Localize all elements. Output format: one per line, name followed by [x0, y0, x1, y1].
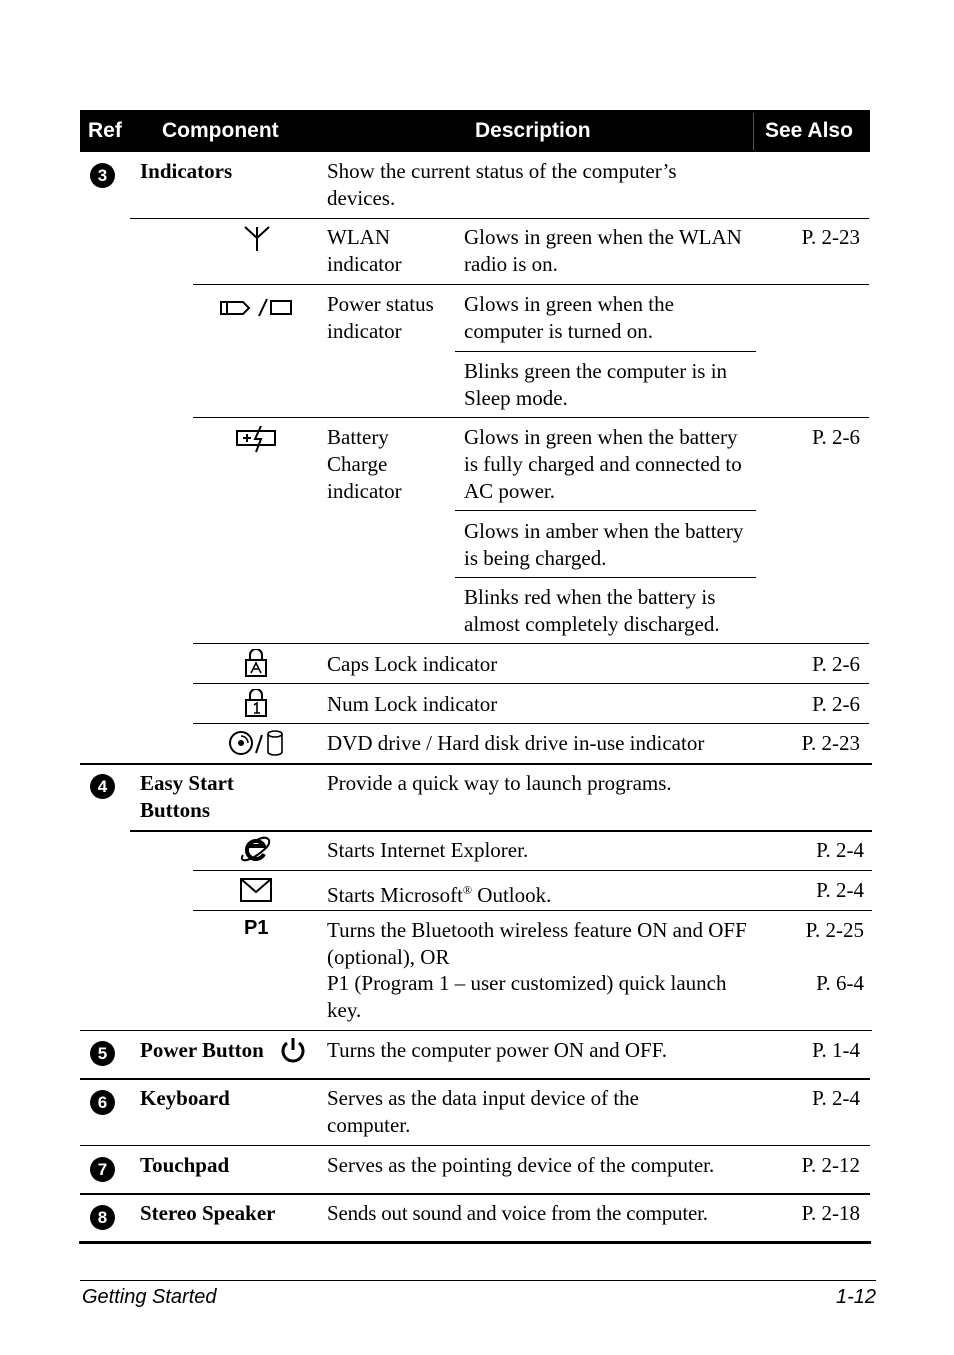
ref-badge-6: 6 [90, 1090, 115, 1115]
outlook-desc [327, 877, 757, 909]
power-status-icon [219, 296, 293, 320]
p1-see-also-2: P. 6-4 [816, 971, 864, 995]
row-divider [193, 910, 872, 911]
p1-desc-1: Turns the Bluetooth wireless feature ON and OFF (optional), OR [327, 918, 747, 969]
p1-desc-2: P1 (Program 1 – user customized) quick launch key. [327, 971, 727, 1022]
p1-see-also-1: P. 2-25 [805, 918, 864, 942]
keyboard-see-also: P. 2-4 [812, 1086, 860, 1110]
component-touchpad: Touchpad [140, 1153, 230, 1177]
power-button-see-also: P. 1-4 [812, 1038, 860, 1062]
row-divider [455, 577, 756, 578]
row-divider [80, 763, 872, 765]
header-component: Component [162, 119, 279, 142]
wlan-see-also: P. 2-23 [801, 225, 860, 249]
stereo-speaker-see-also: P. 2-18 [801, 1201, 860, 1225]
footer-page-number: 1-12 [835, 1286, 876, 1308]
description-easy-start: Provide a quick way to launch programs. [327, 771, 672, 795]
row-divider [193, 723, 869, 724]
row-divider [193, 284, 869, 285]
header-ref: Ref [88, 119, 122, 142]
row-divider [193, 870, 872, 871]
row-divider [80, 1145, 870, 1146]
wlan-antenna-icon [243, 224, 271, 252]
outlook-desc-pre: Starts Microsoft [327, 883, 463, 907]
row-divider [193, 643, 869, 644]
row-divider [80, 1078, 870, 1080]
ie-desc: Starts Internet Explorer. [327, 838, 529, 862]
outlook-see-also: P. 2-4 [816, 878, 864, 902]
header-divider [753, 113, 754, 150]
power-indicator-name: Power status indicator [327, 292, 434, 343]
num-lock-see-also: P. 2-6 [812, 692, 860, 716]
row-divider [80, 1193, 870, 1195]
caps-lock-icon [244, 649, 268, 677]
battery-indicator-desc-1: Glows in green when the battery is fully charged and connected to AC power. [464, 425, 742, 503]
header-see-also: See Also [765, 119, 853, 142]
dvd-hdd-see-also: P. 2-23 [801, 731, 860, 755]
ref-badge-8: 8 [90, 1205, 115, 1230]
battery-indicator-desc-3: Blinks red when the battery is almost completely discharged. [464, 585, 720, 636]
description-power-button: Turns the computer power ON and OFF. [327, 1038, 667, 1062]
p1-key-label: P1 [244, 917, 269, 939]
dvd-hdd-desc: DVD drive / Hard disk drive in-use indicator [327, 731, 705, 755]
power-indicator-desc-2: Blinks green the computer is in Sleep mode. [464, 359, 728, 410]
footer-rule [80, 1280, 876, 1281]
table-bottom-rule [79, 1241, 871, 1244]
row-divider [130, 218, 869, 219]
table-header [80, 110, 870, 152]
description-stereo-speaker: Sends out sound and voice from the computer. [327, 1201, 708, 1225]
row-divider [80, 1030, 872, 1031]
ie-see-also: P. 2-4 [816, 838, 864, 862]
battery-indicator-desc-2: Glows in amber when the battery is being charged. [464, 519, 744, 570]
component-power-button: Power Button [140, 1038, 264, 1062]
row-divider [455, 351, 756, 352]
component-keyboard: Keyboard [140, 1086, 230, 1110]
row-divider [193, 417, 869, 418]
ref-badge-5: 5 [90, 1041, 115, 1066]
description-indicators: Show the current status of the computer’s devices. [327, 159, 677, 210]
caps-lock-desc: Caps Lock indicator [327, 652, 498, 676]
footer-chapter-title: Getting Started [82, 1286, 217, 1308]
dvd-hdd-icon [228, 729, 286, 757]
num-lock-icon [244, 689, 268, 717]
touchpad-see-also: P. 2-12 [801, 1153, 860, 1177]
component-easy-start: Easy Start Buttons [140, 771, 234, 822]
battery-charge-icon [235, 424, 279, 454]
internet-explorer-icon [240, 835, 272, 863]
ref-badge-7: 7 [90, 1157, 115, 1182]
battery-indicator-name: Battery Charge indicator [327, 425, 402, 503]
wlan-indicator-name: WLAN indicator [327, 225, 402, 276]
row-divider [455, 510, 756, 511]
wlan-indicator-desc: Glows in green when the WLAN radio is on. [464, 225, 742, 276]
outlook-desc-post: Outlook. [472, 883, 552, 907]
description-touchpad: Serves as the pointing device of the computer. [327, 1153, 715, 1177]
power-icon [279, 1036, 307, 1064]
row-divider [193, 683, 869, 684]
ref-badge-3: 3 [90, 163, 115, 188]
component-indicators: Indicators [140, 159, 233, 183]
ref-badge-4: 4 [90, 774, 115, 799]
row-divider [130, 830, 872, 832]
registered-mark: ® [462, 883, 473, 897]
num-lock-desc: Num Lock indicator [327, 692, 498, 716]
description-keyboard: Serves as the data input device of the computer. [327, 1086, 639, 1137]
component-stereo-speaker: Stereo Speaker [140, 1201, 276, 1225]
power-indicator-desc-1: Glows in green when the computer is turned on. [464, 292, 674, 343]
caps-lock-see-also: P. 2-6 [812, 652, 860, 676]
battery-see-also: P. 2-6 [812, 425, 860, 449]
header-description: Description [475, 119, 591, 142]
mail-envelope-icon [240, 878, 272, 902]
